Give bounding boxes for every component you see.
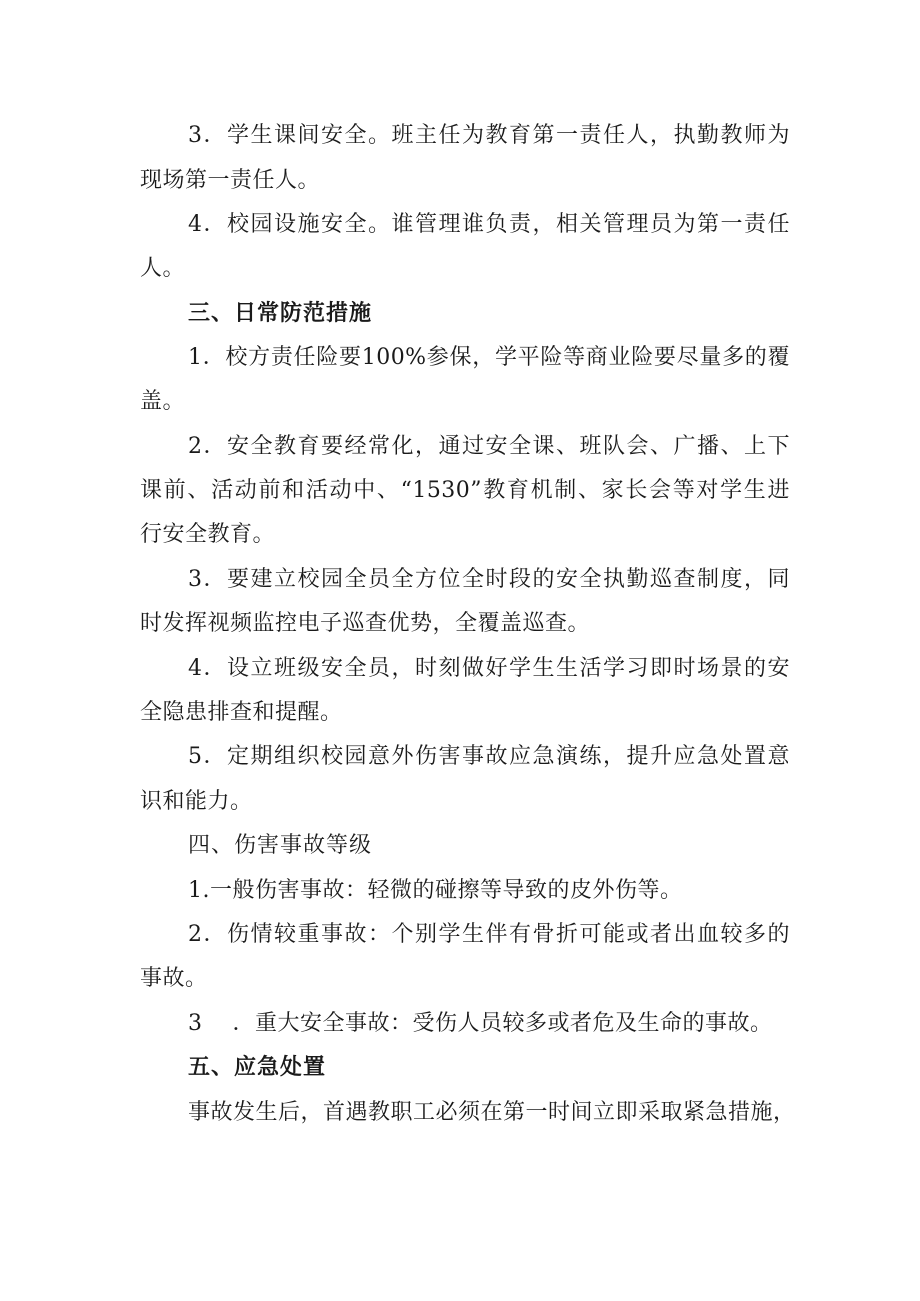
paragraph-line: 5．定期组织校园意外伤害事故应急演练，提升应急处置意 — [188, 744, 790, 769]
paragraph-line: 事故。 — [140, 966, 208, 991]
paragraph-line: 人。 — [140, 256, 186, 281]
paragraph-line: 3．学生课间安全。班主任为教育第一责任人，执勤教师为 — [188, 123, 790, 148]
paragraph-line: 2．伤情较重事故：个别学生伴有骨折可能或者出血较多的 — [188, 922, 790, 947]
section-heading: 三、日常防范措施 — [188, 301, 373, 326]
paragraph-line: 1．校方责任险要100%参保，学平险等商业险要尽量多的覆 — [188, 345, 790, 370]
paragraph-line: 盖。 — [140, 389, 186, 414]
paragraph-line: 1.一般伤害事故：轻微的碰擦等导致的皮外伤等。 — [188, 878, 683, 903]
paragraph-line: 课前、活动前和活动中、“1530”教育机制、家长会等对学生进 — [140, 478, 790, 503]
paragraph-line: 2．安全教育要经常化，通过安全课、班队会、广播、上下 — [188, 434, 790, 459]
paragraph-line: 行安全教育。 — [140, 522, 276, 547]
paragraph-line: 现场第一责任人。 — [140, 168, 321, 193]
paragraph-line: 识和能力。 — [140, 789, 253, 814]
section-heading: 四、伤害事故等级 — [188, 833, 373, 858]
paragraph-line: 3．要建立校园全员全方位全时段的安全执勤巡查制度，同 — [188, 567, 790, 592]
paragraph-line: 4．设立班级安全员，时刻做好学生生活学习即时场景的安 — [188, 656, 790, 681]
paragraph-line: 事故发生后，首遇教职工必须在第一时间立即采取紧急措施， — [188, 1100, 796, 1125]
paragraph-line: 4．校园设施安全。谁管理谁负责，相关管理员为第一责任 — [188, 212, 790, 237]
paragraph-line: 全隐患排查和提醒。 — [140, 700, 343, 725]
paragraph-line: 3 ．重大安全事故：受伤人员较多或者危及生命的事故。 — [188, 1011, 773, 1036]
paragraph-line: 时发挥视频监控电子巡查优势，全覆盖巡查。 — [140, 611, 591, 636]
section-heading: 五、应急处置 — [188, 1055, 327, 1080]
